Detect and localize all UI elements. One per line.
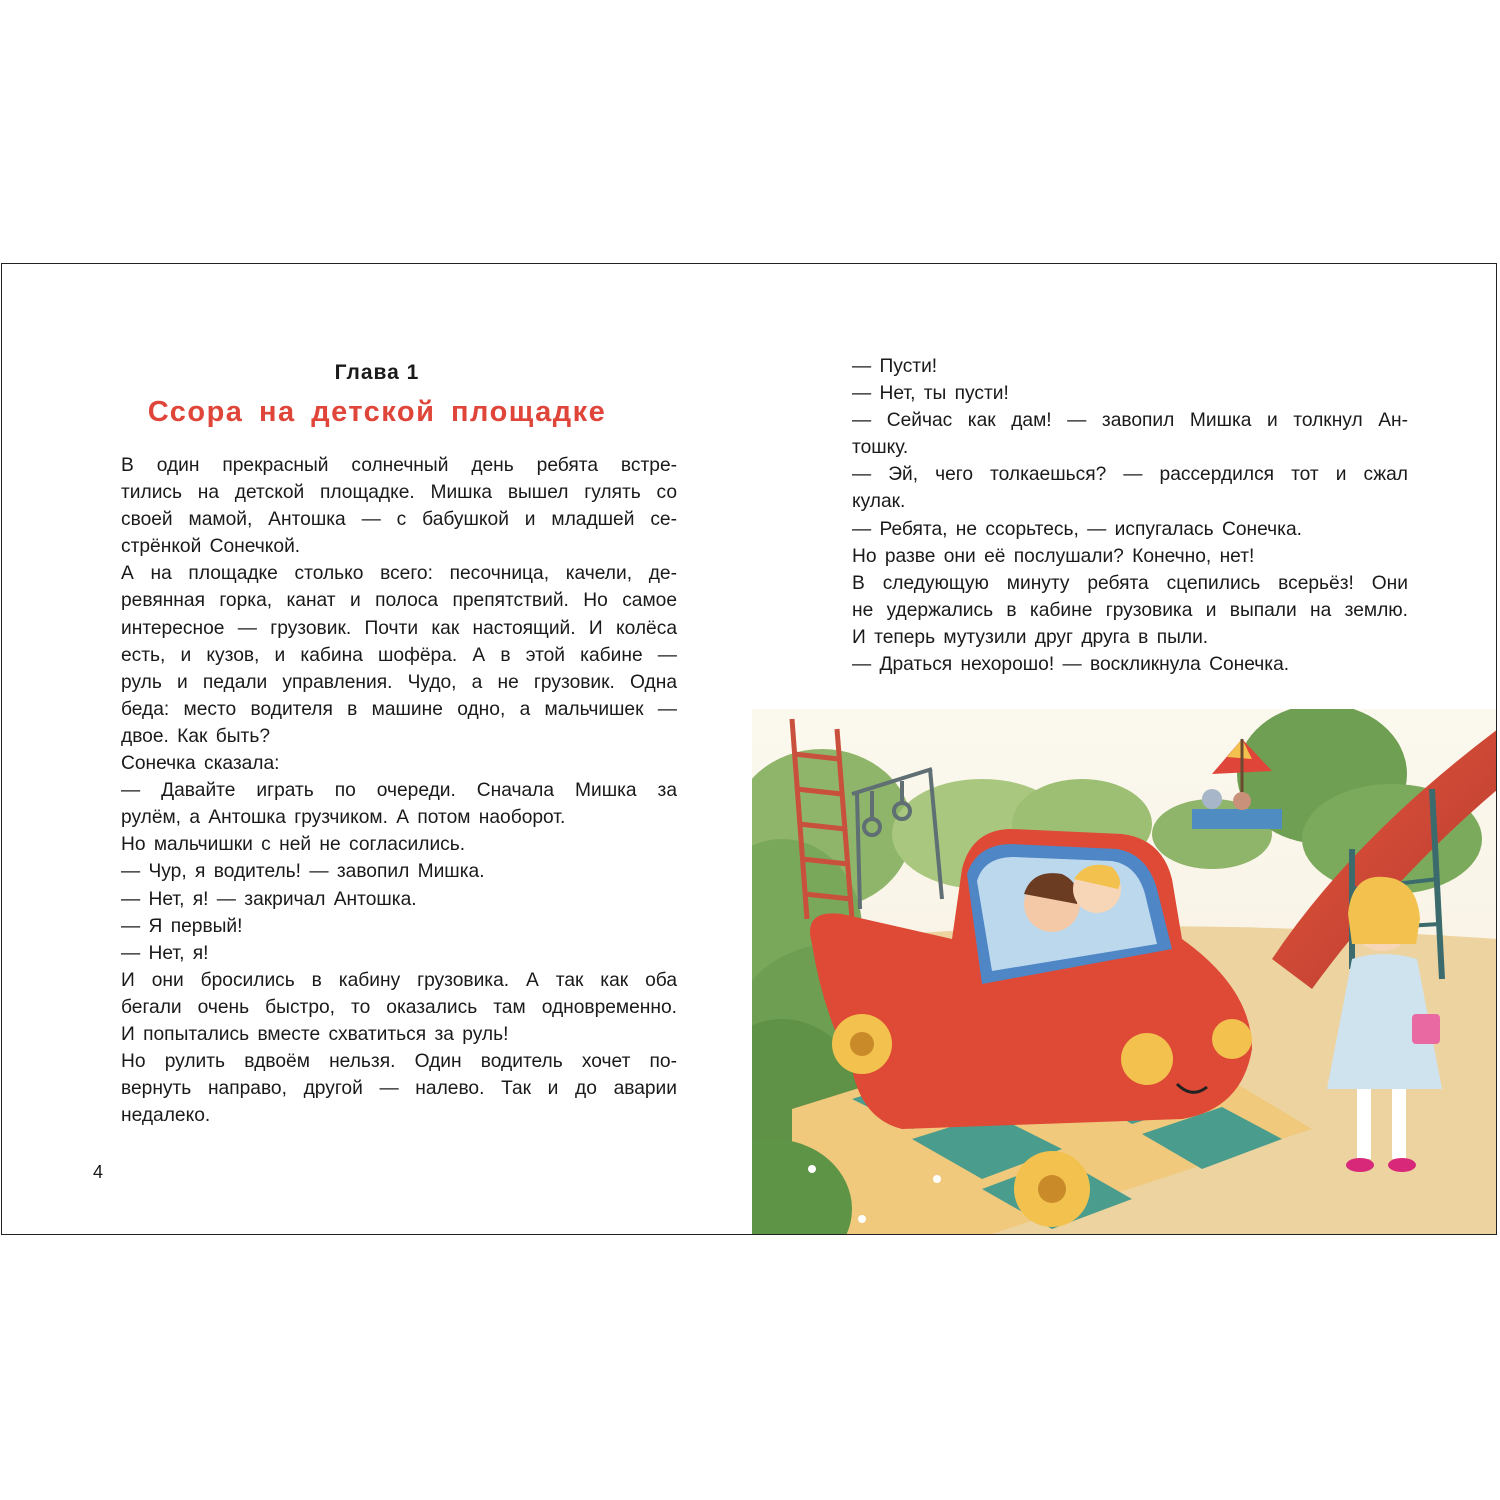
text-line: кулак. <box>852 491 906 513</box>
book-spread <box>1 263 1497 1235</box>
text-line: А на площадке столько всего: песочница, качели, де- <box>121 563 677 585</box>
page-number: 4 <box>93 1162 104 1182</box>
car-headlight <box>1121 1033 1173 1085</box>
text-line: — Нет, я! — закричал Антошка. <box>121 888 417 910</box>
text-line: — Давайте играть по очереди. Сначала Мишка за <box>121 780 677 802</box>
text-line: вернуть направо, другой — налево. Так и до аварии <box>121 1078 677 1100</box>
text-line: И теперь мутузили друг друга в пыли. <box>852 626 1209 648</box>
text-line: — Чур, я водитель! — завопил Мишка. <box>121 861 485 883</box>
left-text-column <box>121 452 677 1129</box>
text-line: — Сейчас как дам! — завопил Мишка и толкнул Ан- <box>852 410 1408 432</box>
right-text-column <box>852 353 1408 678</box>
text-line: — Эй, чего толкаешься? — рассердился тот и сжал <box>852 464 1408 486</box>
text-line: В один прекрасный солнечный день ребята встре- <box>121 455 677 476</box>
text-line: не удержались в кабине грузовика и выпали на землю. <box>852 599 1408 621</box>
text-line: есть, и кузов, и кабина шофёра. А в этой кабине — <box>121 644 677 666</box>
text-line: стрёнкой Сонечкой. <box>121 536 301 558</box>
right-page <box>752 264 1497 1234</box>
text-line: своей мамой, Антошка — с бабушкой и младшей се- <box>121 509 677 531</box>
text-line: И они бросились в кабину грузовика. А так как оба <box>121 969 677 991</box>
text-line: Но разве они её послушали? Конечно, нет! <box>852 545 1255 567</box>
text-line: И попытались вместе схватиться за руль! <box>121 1023 509 1045</box>
text-line: двое. Как быть? <box>121 725 270 747</box>
playground-illustration <box>752 709 1497 1234</box>
left-page <box>2 264 752 1234</box>
text-line: недалеко. <box>121 1105 211 1127</box>
text-line: — Нет, я! <box>121 942 209 964</box>
text-line: руль и педали управления. Чудо, а не грузовик. Одна <box>121 671 677 693</box>
text-line: — Драться нехорошо! — воскликнула Сонечка. <box>852 654 1290 676</box>
text-line: В следующую минуту ребята сцепились всерьёз! Они <box>852 572 1408 594</box>
text-line: Но мальчишки с ней не согласились. <box>121 834 466 856</box>
text-line: — Я первый! <box>121 915 243 937</box>
text-line: беда: место водителя в машине одно, а мальчишек — <box>121 698 677 720</box>
text-line: тились на детской площадке. Мишка вышел гулять со <box>121 482 677 504</box>
text-line: интересное — грузовик. Почти как настоящий. И колёса <box>121 617 677 639</box>
car-headlight <box>1212 1019 1252 1059</box>
text-line: бегали очень быстро, то оказались там одновременно. <box>121 996 677 1018</box>
chapter-title: Ссора на детской площадке <box>147 396 607 428</box>
text-line: ревянная горка, канат и полоса препятствий. Но самое <box>121 590 677 612</box>
text-line: Сонечка сказала: <box>121 753 280 775</box>
chapter-label: Глава 1 <box>334 361 420 384</box>
text-line: рулём, а Антошка грузчиком. А потом наоборот. <box>121 807 566 829</box>
text-line: тошку. <box>852 437 909 459</box>
text-line: — Нет, ты пусти! <box>852 383 1009 405</box>
text-line: — Пусти! <box>852 356 938 377</box>
text-line: Но рулить вдвоём нельзя. Один водитель хочет по- <box>121 1051 677 1073</box>
text-line: — Ребята, не ссорьтесь, — испугалась Сонечка. <box>852 518 1302 540</box>
